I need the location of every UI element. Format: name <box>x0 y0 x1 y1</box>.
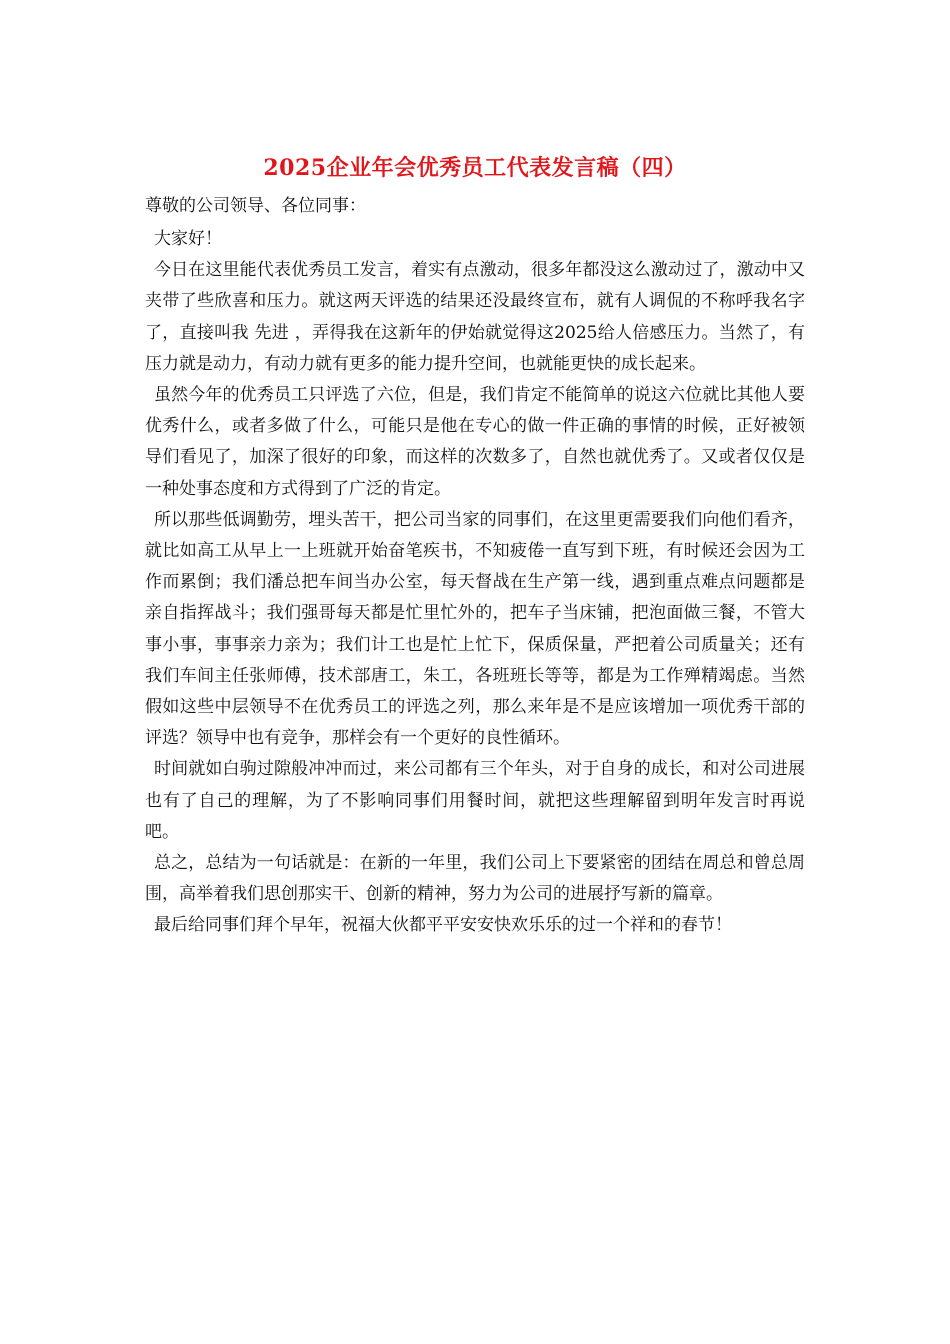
document-title: 2025企业年会优秀员工代表发言稿（四） <box>263 155 687 181</box>
paragraph-time: 时间就如白驹过隙般冲冲而过，来公司都有三个年头，对于自身的成长，和对公司进展也有了自己的理解，为了不影响同事们用餐时间，就把这些理解留到明年发言时再说吧。 <box>145 759 805 842</box>
paragraph-six-employees: 虽然今年的优秀员工只评选了六位，但是，我们肯定不能简单的说这六位就比其他人要优秀什么，或者多做了什么，可能只是他在专心的做一件正确的事情的时候，正好被领导们看见了，加深了很好的印象，而这样的次数多了，自然也就优秀了。又或者仅仅是一种处事态度和方式得到了广泛的肯定。 <box>145 385 805 499</box>
paragraph-closing: 最后给同事们拜个早年，祝福大伙都平平安安快欢乐乐的过一个祥和的春节！ <box>154 915 732 936</box>
salutation: 尊敬的公司领导、各位同事： <box>145 196 366 216</box>
paragraph-greeting: 大家好！ <box>154 229 222 249</box>
paragraph-summary: 总之，总结为一句话就是：在新的一年里，我们公司上下要紧密的团结在周总和曾总周围，高举着我们思创那实干、创新的精神，努力为公司的进展抒写新的篇章。 <box>145 853 805 905</box>
document-page <box>145 150 805 942</box>
paragraph-opening: 今日在这里能代表优秀员工发言，着实有点激动，很多年都没这么激动过了，激动中又夹带了些欣喜和压力。就这两天评选的结果还没最终宣布，就有人调侃的不称呼我名字了，直接叫我 先进 ，弄得我在这新年的伊始就觉得这2025给人倍感压力。当然了，有压力就是动力，有动力就有更多的能力提升空间，也就能更快的成长起来。 <box>145 260 805 374</box>
paragraph-colleagues: 所以那些低调勤劳，埋头苦干，把公司当家的同事们，在这里更需要我们向他们看齐，就比如高工从早上一上班就开始奋笔疾书，不知疲倦一直写到下班，有时候还会因为工作而累倒；我们潘总把车间当办公室，每天督战在生产第一线，遇到重点难点问题都是亲自指挥战斗；我们强哥每天都是忙里忙外的，把车子当床铺，把泡面做三餐，不管大事小事，事事亲力亲为；我们计工也是忙上忙下，保质保量，严把着公司质量关；还有我们车间主任张师傅，技术部唐工，朱工，各班班长等等，都是为工作殚精竭虑。当然假如这些中层领导不在优秀员工的评选之列，那么来年是不是应该增加一项优秀干部的评选？领导中也有竞争，那样会有一个更好的良性循环。 <box>145 509 805 749</box>
